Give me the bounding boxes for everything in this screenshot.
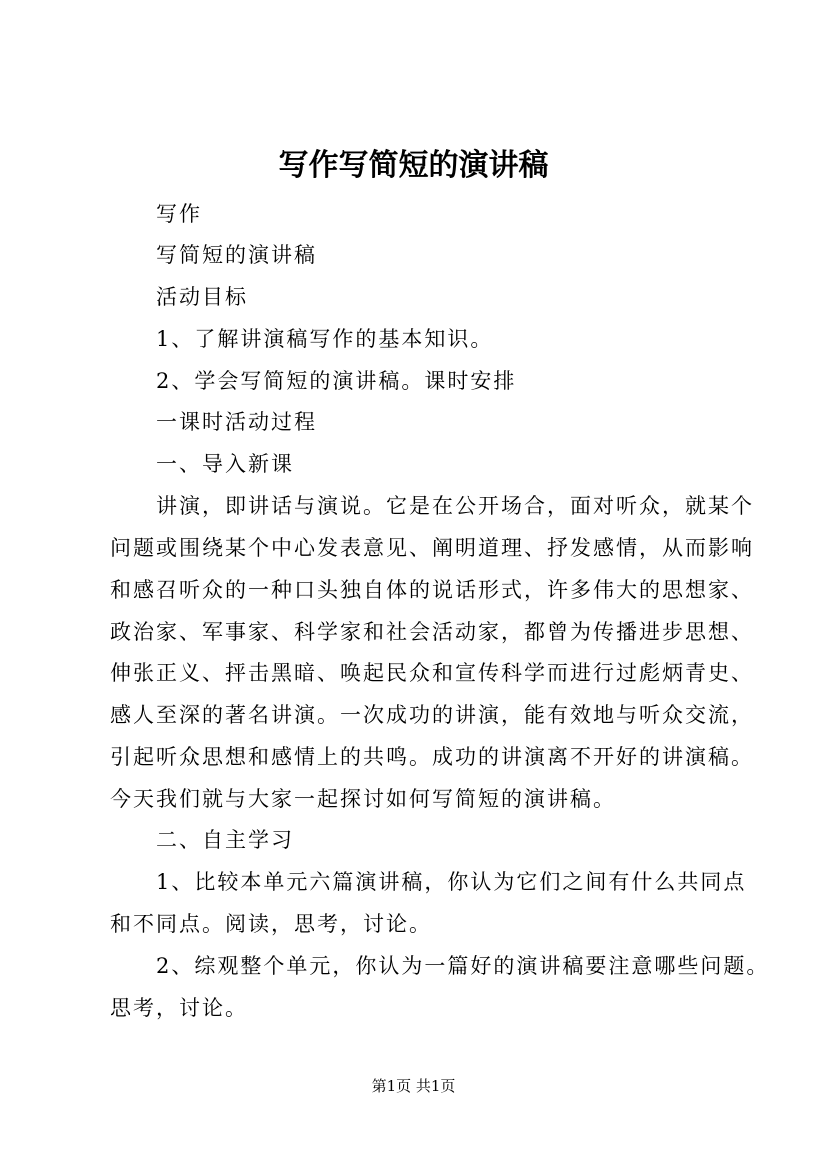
- paragraph-line: 感人至深的著名讲演。一次成功的讲演，能有效地与听众交流，: [110, 703, 754, 727]
- question-1-line: 和不同点。阅读，思考，讨论。: [110, 912, 432, 936]
- heading-process: 一课时活动过程: [156, 410, 317, 434]
- section-heading-2: 二、自主学习: [156, 828, 294, 852]
- paragraph-line: 和感召听众的一种口头独自体的说话形式，许多伟大的思想家、: [110, 578, 754, 602]
- heading-goals: 活动目标: [156, 285, 248, 309]
- question-2-line: 思考，讨论。: [110, 996, 248, 1020]
- paragraph-line: 伸张正义、抨击黑暗、唤起民众和宣传科学而进行过彪炳青史、: [110, 661, 754, 685]
- section-heading-1: 一、导入新课: [156, 452, 294, 476]
- heading-topic: 写简短的演讲稿: [156, 243, 317, 267]
- page-footer: 第1页 共1页: [371, 1077, 456, 1095]
- goal-item-1: 1、了解讲演稿写作的基本知识。: [156, 327, 494, 351]
- paragraph-line: 问题或围绕某个中心发表意见、阐明道理、抒发感情，从而影响: [110, 536, 754, 560]
- question-2-line: 2、综观整个单元，你认为一篇好的演讲稿要注意哪些问题。: [156, 954, 770, 978]
- goal-item-2: 2、学会写简短的演讲稿。课时安排: [156, 369, 517, 393]
- paragraph-line: 今天我们就与大家一起探讨如何写简短的演讲稿。: [110, 787, 616, 811]
- paragraph-line: 引起听众思想和感情上的共鸣。成功的讲演离不开好的讲演稿。: [110, 745, 754, 769]
- heading-writing: 写作: [156, 202, 202, 226]
- question-1-line: 1、比较本单元六篇演讲稿，你认为它们之间有什么共同点: [156, 870, 747, 894]
- paragraph-line: 政治家、军事家、科学家和社会活动家，都曾为传播进步思想、: [110, 620, 754, 644]
- document-title: 写作写简短的演讲稿: [278, 148, 549, 183]
- paragraph-line: 讲演，即讲话与演说。它是在公开场合，面对听众，就某个: [156, 494, 754, 518]
